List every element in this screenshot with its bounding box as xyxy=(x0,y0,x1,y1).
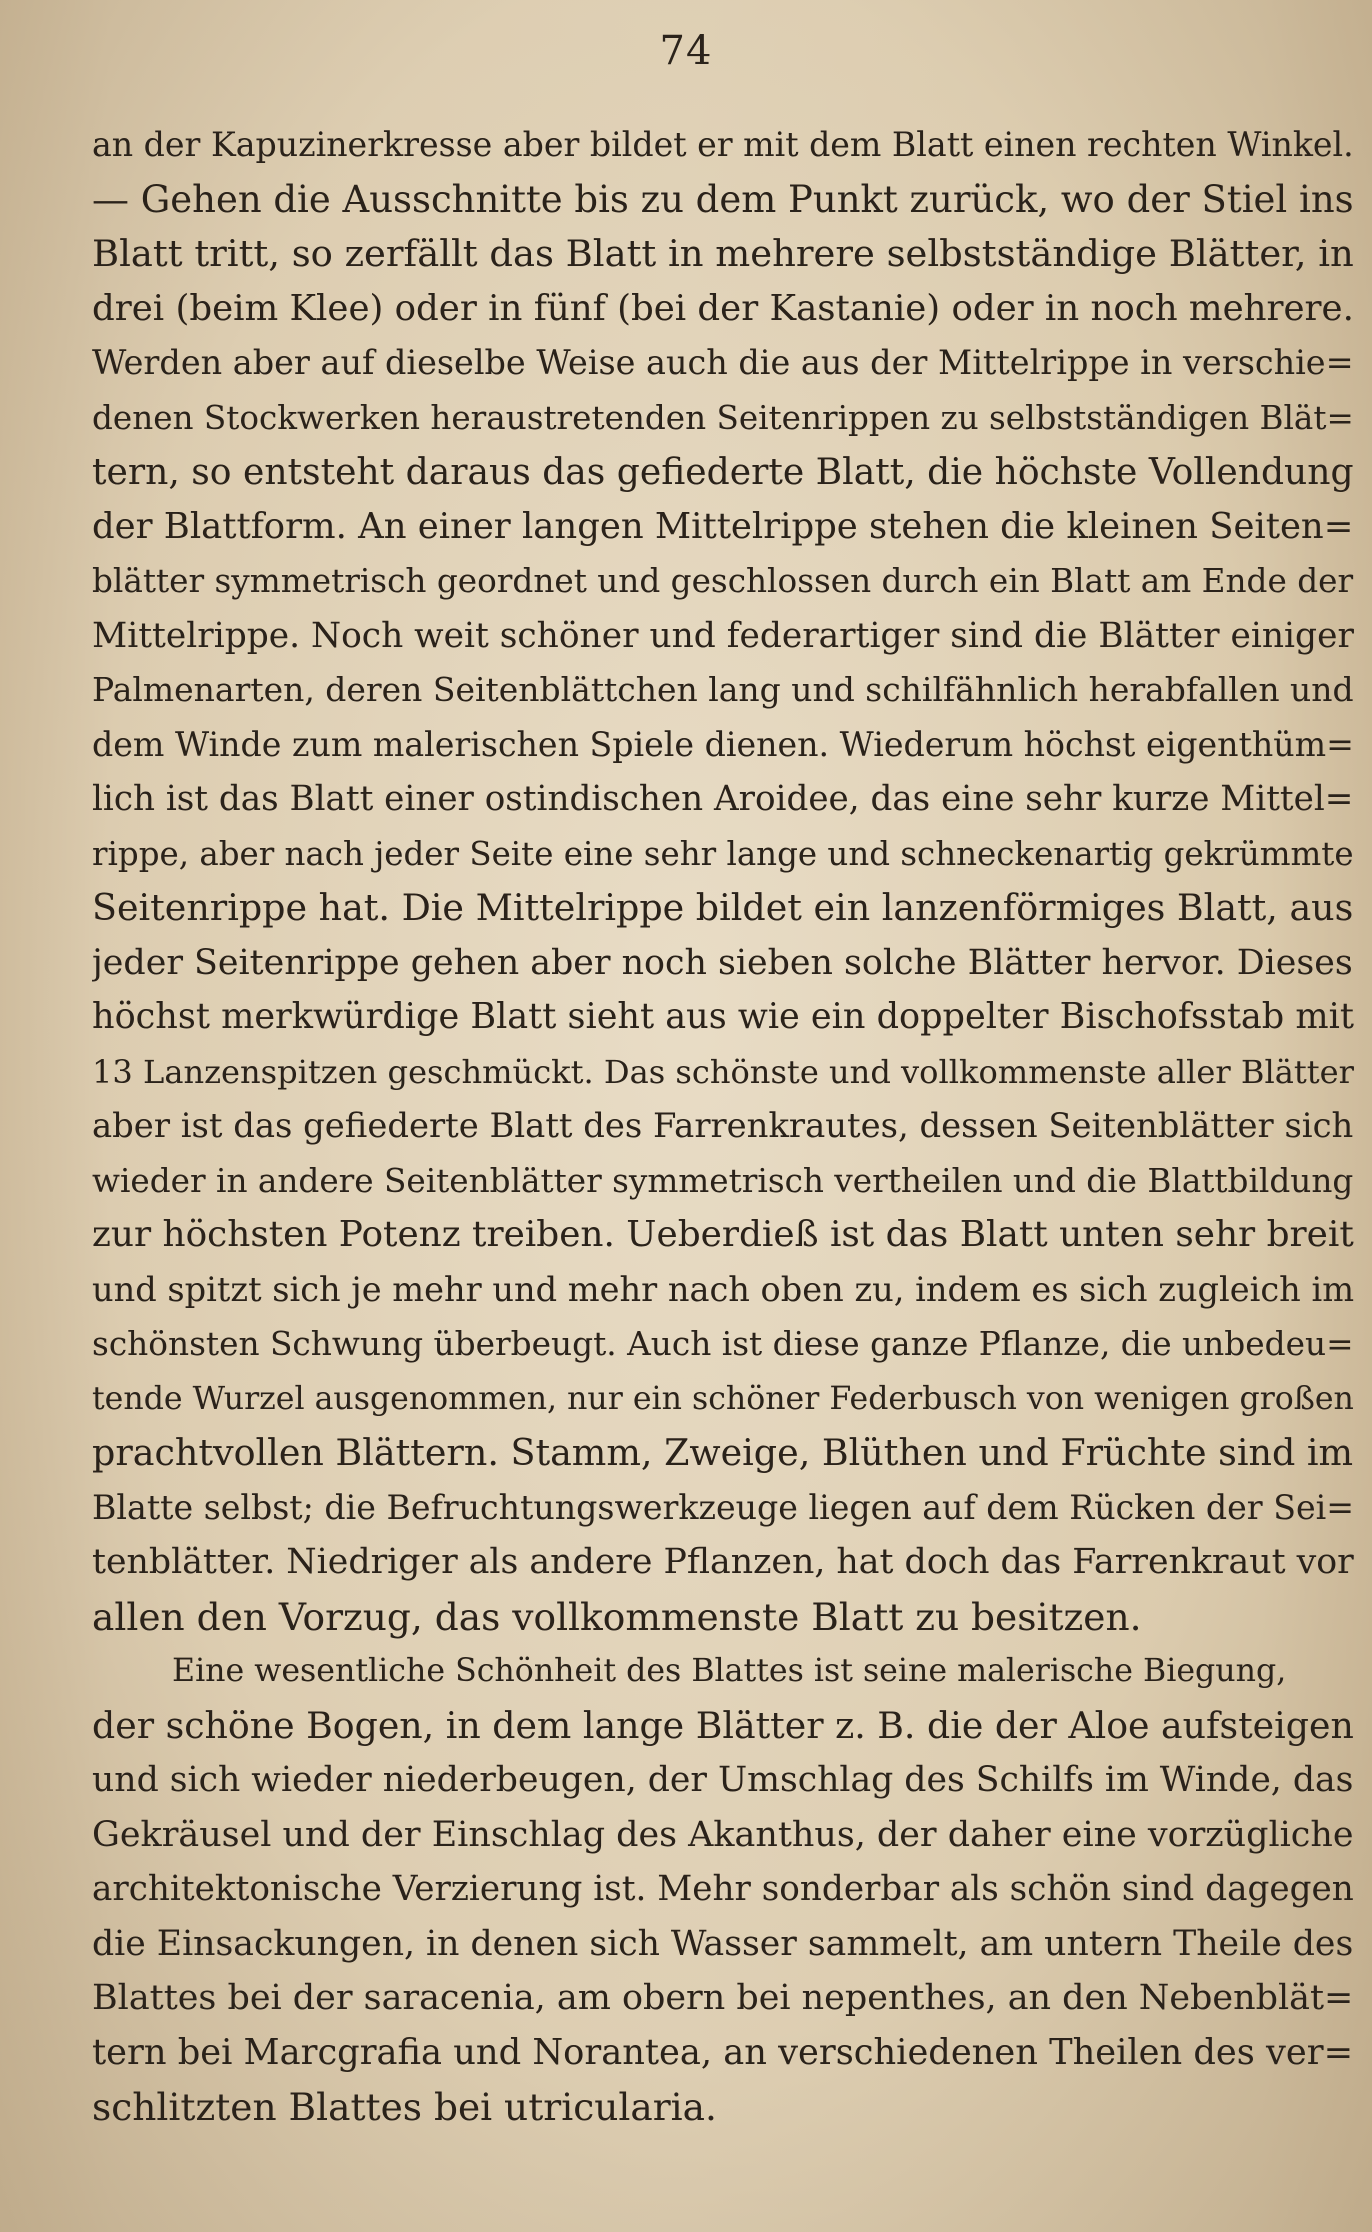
text-line: höchst merkwürdige Blatt sieht aus wie ein doppelter Bischofsstab mit xyxy=(92,996,1354,1037)
paragraph-2 xyxy=(92,1644,1354,2135)
text-line: Blatte selbst; die Befruchtungswerkzeuge liegen auf dem Rücken der Sei= xyxy=(92,1487,1354,1527)
page-number: 74 xyxy=(659,28,713,74)
text-line: und spitzt sich je mehr und mehr nach oben zu, indem es sich zugleich im xyxy=(92,1269,1354,1309)
text-line: tern bei Marcgrafia und Norantea, an verschiedenen Theilen des ver= xyxy=(92,2031,1354,2073)
text-line: tern, so entsteht daraus das gefiederte Blatt, die höchste Vollendung xyxy=(92,451,1354,493)
text-line: Werden aber auf dieselbe Weise auch die aus der Mittelrippe in verschie= xyxy=(92,343,1354,382)
text-line: allen den Vorzug, das vollkommenste Blatt zu besitzen. xyxy=(92,1594,1142,1639)
paragraph-1 xyxy=(92,118,1354,1644)
text-line: die Einsackungen, in denen sich Wasser sammelt, am untern Theile des xyxy=(92,1923,1354,1964)
text-line: jeder Seitenrippe gehen aber noch sieben solche Blätter hervor. Dieses xyxy=(92,942,1353,983)
text-line: schlitzten Blattes bei utricularia. xyxy=(92,2085,717,2129)
text-line: Eine wesentliche Schönheit des Blattes ist seine malerische Biegung, xyxy=(172,1653,1287,1689)
body-text xyxy=(92,118,1354,2135)
text-line: Blattes bei der saracenia, am obern bei nepenthes, an den Nebenblät= xyxy=(92,1978,1354,2018)
text-line: lich ist das Blatt einer ostindischen Aroidee, das eine sehr kurze Mittel= xyxy=(92,779,1354,819)
text-line: architektonische Verzierung ist. Mehr sonderbar als schön sind dagegen xyxy=(92,1869,1354,1909)
text-line: wieder in andere Seitenblätter symmetrisch vertheilen und die Blattbildung xyxy=(92,1161,1354,1200)
text-line: 13 Lanzenspitzen geschmückt. Das schönste und vollkommenste aller Blätter xyxy=(92,1052,1354,1091)
text-line: denen Stockwerken heraustretenden Seitenrippen zu selbstständigen Blät= xyxy=(92,398,1354,437)
text-line: dem Winde zum malerischen Spiele dienen. Wiederum höchst eigenthüm= xyxy=(92,724,1354,764)
text-line: drei (beim Klee) oder in fünf (bei der Kastanie) oder in noch mehrere. xyxy=(92,287,1354,329)
text-line: Mittelrippe. Noch weit schöner und federartiger sind die Blätter einiger xyxy=(92,615,1354,656)
text-line: Blatt tritt, so zerfällt das Blatt in mehrere selbstständige Blätter, in xyxy=(92,232,1354,275)
text-line: tende Wurzel ausgenommen, nur ein schöner Federbusch von wenigen großen xyxy=(92,1380,1354,1417)
text-line: der schöne Bogen, in dem lange Blätter z. B. die der Aloe aufsteigen xyxy=(92,1703,1354,1747)
text-line: Gekräusel und der Einschlag des Akanthus, der daher eine vorzügliche xyxy=(92,1814,1354,1855)
text-line: prachtvollen Blättern. Stamm, Zweige, Blüthen und Früchte sind im xyxy=(92,1431,1354,1474)
text-line: rippe, aber nach jeder Seite eine sehr lange und schneckenartig gekrümmte xyxy=(92,834,1354,873)
text-line: Palmenarten, deren Seitenblättchen lang und schilfähnlich herabfallen und xyxy=(92,670,1354,709)
text-line: blätter symmetrisch geordnet und geschlossen durch ein Blatt am Ende der xyxy=(92,562,1354,600)
text-line: aber ist das gefiederte Blatt des Farrenkrautes, dessen Seitenblätter sich xyxy=(92,1106,1354,1145)
text-line: zur höchsten Potenz treiben. Ueberdieß ist das Blatt unten sehr breit xyxy=(92,1214,1354,1255)
text-line: — Gehen die Ausschnitte bis zu dem Punkt zurück, wo der Stiel ins xyxy=(92,177,1354,221)
text-line: der Blattform. An einer langen Mittelrippe stehen die kleinen Seiten= xyxy=(92,505,1354,547)
text-line: an der Kapuzinerkresse aber bildet er mit dem Blatt einen rechten Winkel. xyxy=(92,125,1354,164)
text-line: schönsten Schwung überbeugt. Auch ist diese ganze Pflanze, die unbedeu= xyxy=(92,1325,1354,1363)
text-line: und sich wieder niederbeugen, der Umschlag des Schilfs im Winde, das xyxy=(92,1760,1354,1800)
text-line: tenblätter. Niedriger als andere Pflanzen, hat doch das Farrenkraut vor xyxy=(92,1542,1354,1582)
text-line: Seitenrippe hat. Die Mittelrippe bildet ein lanzenförmiges Blatt, aus xyxy=(92,886,1354,929)
